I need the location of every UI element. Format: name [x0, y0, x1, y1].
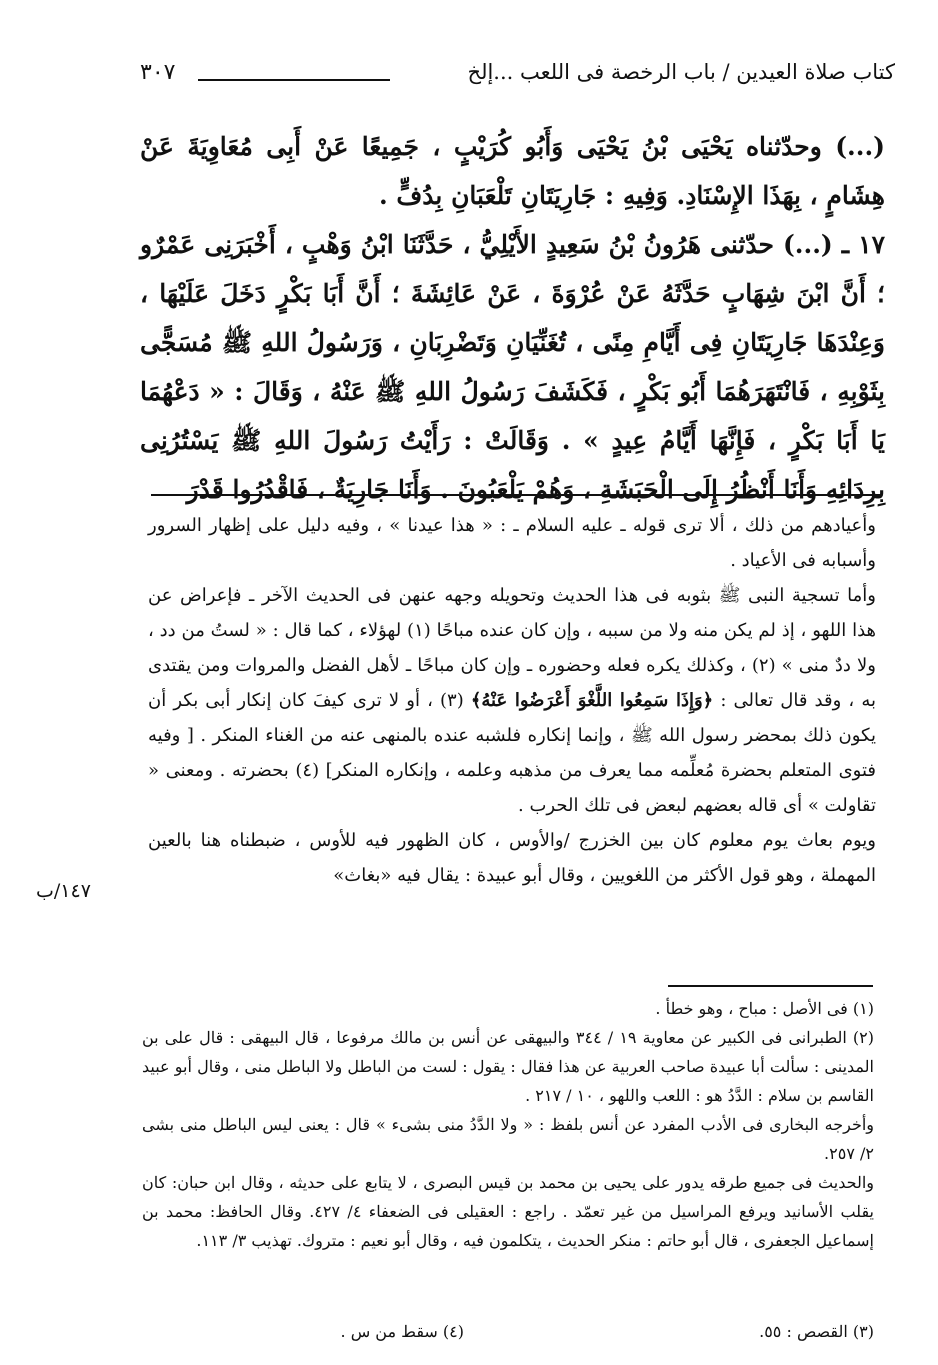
footnotes-bottom-row [142, 1322, 874, 1352]
commentary-text [148, 508, 876, 893]
commentary-text-part-b: (٣) ، أو لا ترى كيفَ كان إنكار أبى بكر أن يكون ذلك بمحضر رسول الله ﷺ ، وإنما إنكاره فلشبه عنده بالمنهى عنه من الغناء المنكر . [ وفيه فتوى المتعلم بحضرة مُعلِّمه مما يعرف من مذهبه وعلمه ، وإنكاره المنكر] (٤) بحضرته . ومعنى « تقاولت » أى قاله بعضهم لبعض فى تلك الحرب . [148, 690, 876, 816]
hadith-paragraph-1: (...) وحدّثناه يَحْيَى بْنُ يَحْيَى وَأَبُو كُرَيْبٍ ، جَمِيعًا عَنْ أَبِى مُعَاوِيَةَ عَنْ هِشَامٍ ، بِهَذَا الإِسْنَادِ. وَفِيهِ : جَارِيَتَانِ تَلْعَبَانِ بِدُفٍّ . [140, 132, 885, 210]
footnote-2: (٢) الطبرانى فى الكبير عن معاوية ١٩ / ٣٤٤ والبيهقى عن أنس بن مالك مرفوعا ، قال البيهقى : قال على بن المدينى : سألت أبا عبيدة صاحب العربية عن هذا فقال : يقول : لست من الباطل ولا الباطل منى ، وقال أبو عبيد القاسم بن سلام : الدَّدُ هو : اللعب واللهو ، ١٠ / ٢١٧ . [142, 1028, 874, 1105]
footnote-1: (١) فى الأصل : مباح ، وهو خطأ . [655, 999, 874, 1018]
text-divider [151, 494, 881, 496]
header-title: كتاب صلاة العيدين / باب الرخصة فى اللعب ...إلخ [467, 60, 895, 84]
hadith-paragraph-2: ١٧ ـ (...) حدّثنى هَرُونُ بْنُ سَعِيدٍ الأَيْلِيُّ ، حَدَّثَنَا ابْنُ وَهْبٍ ، أَخْبَرَنِى عَمْرٌو ؛ أَنَّ ابْنَ شِهَابٍ حَدَّثَهُ عَنْ عُرْوَةَ ، عَنْ عَائِشَةَ ؛ أَنَّ أَبَا بَكْرٍ دَخَلَ عَلَيْهَا ، وَعِنْدَهَا جَارِيَتَانِ فِى أَيَّامِ مِنًى ، تُغَنِّيَانِ وَتَضْرِبَانِ ، وَرَسُولُ اللهِ ﷺ مُسَجًّى بِثَوْبِهِ ، فَانْتَهَرَهُمَا أَبُو بَكْرٍ ، فَكَشَفَ رَسُولُ اللهِ ﷺ عَنْهُ ، وَقَالَ : « دَعْهُمَا يَا أَبَا بَكْرٍ ، فَإِنَّهَا أَيَّامُ عِيدٍ » . وَقَالَتْ : رَأَيْتُ رَسُولَ اللهِ ﷺ يَسْتُرُنِى بِرِدَائِهِ وَأَنَا أَنْظُرُ إِلَى الْحَبَشَةِ ، وَهُمْ يَلْعَبُونَ . وَأَنَا جَارِيَةٌ ، فَاقْدُرُوا قَدْرَ [140, 230, 885, 504]
footnotes [142, 994, 874, 1255]
commentary-paragraph-1: وأعيادهم من ذلك ، ألا ترى قوله ـ عليه السلام ـ : « هذا عيدنا » ، وفيه دليل على إظهار السرور وأسبابه فى الأعياد . [148, 515, 876, 571]
manuscript-folio-note: ١٤٧/ب [36, 880, 91, 902]
commentary-paragraph-2 [148, 578, 876, 823]
page-number: ٣٠٧ [140, 60, 176, 85]
commentary-paragraph-3: ويوم بعاث يوم معلوم كان بين الخزرج /والأوس ، كان الظهور فيه للأوس ، ضبطناه هنا بالعين المهملة ، وهو قول الأكثر من اللغويين ، وقال أبو عبيدة : يقال فيه «بغاث» [148, 830, 876, 886]
quran-verse: ﴿وَإِذَا سَمِعُوا اللَّغْوَ أَعْرَضُوا عَنْهُ﴾ [470, 690, 714, 711]
header-rule [198, 79, 390, 81]
footnote-2-continued: وأخرجه البخارى فى الأدب المفرد عن أنس بلفظ : « ولا الدَّدُ منى بشىء » قال : يعنى ليس الباطل منى بشى ٢/ ٢٥٧. [142, 1115, 875, 1163]
footnote-3: (٣) القصص : ٥٥. [759, 1322, 874, 1341]
running-header [140, 60, 895, 96]
footnote-2-continued-2: والحديث فى جميع طرقه يدور على يحيى بن محمد بن قيس البصرى ، لا يتابع على حديثه ، وقال ابن حبان: كان يقلب الأسانيد ويرفع المراسيل من غير تعمّد . راجع : العقيلى فى الضعفاء ٤/ ٤٢٧. وقال الحافظ: محمد بن إسماعيل الجعفرى ، قال أبو حاتم : منكر الحديث ، يتكلمون فيه ، وقال أبو نعيم : متروك. تهذيب ٣/ ١١٣. [142, 1173, 875, 1250]
footnote-divider [668, 985, 873, 987]
commentary-text-part-a: وأما تسجية النبى ﷺ بثوبه فى هذا الحديث وتحويله وجهه عنهن فى الحديث الآخر ـ فإعراض عن هذا اللهو ، إذ لم يكن منه ولا من سببه ، وإن كان عنده مباحًا (١) لهؤلاء ، كما قال : « لستُ من دد ، ولا ددٌ منى » (٢) ، وكذلك يكره فعله وحضوره ـ وإن كان مباحًا ـ لأهل الفضل والمروات ومن يقتدى به ، وقد قال تعالى : [148, 585, 877, 711]
footnote-4: (٤) سقط من س . [340, 1322, 464, 1341]
hadith-text [140, 122, 885, 514]
